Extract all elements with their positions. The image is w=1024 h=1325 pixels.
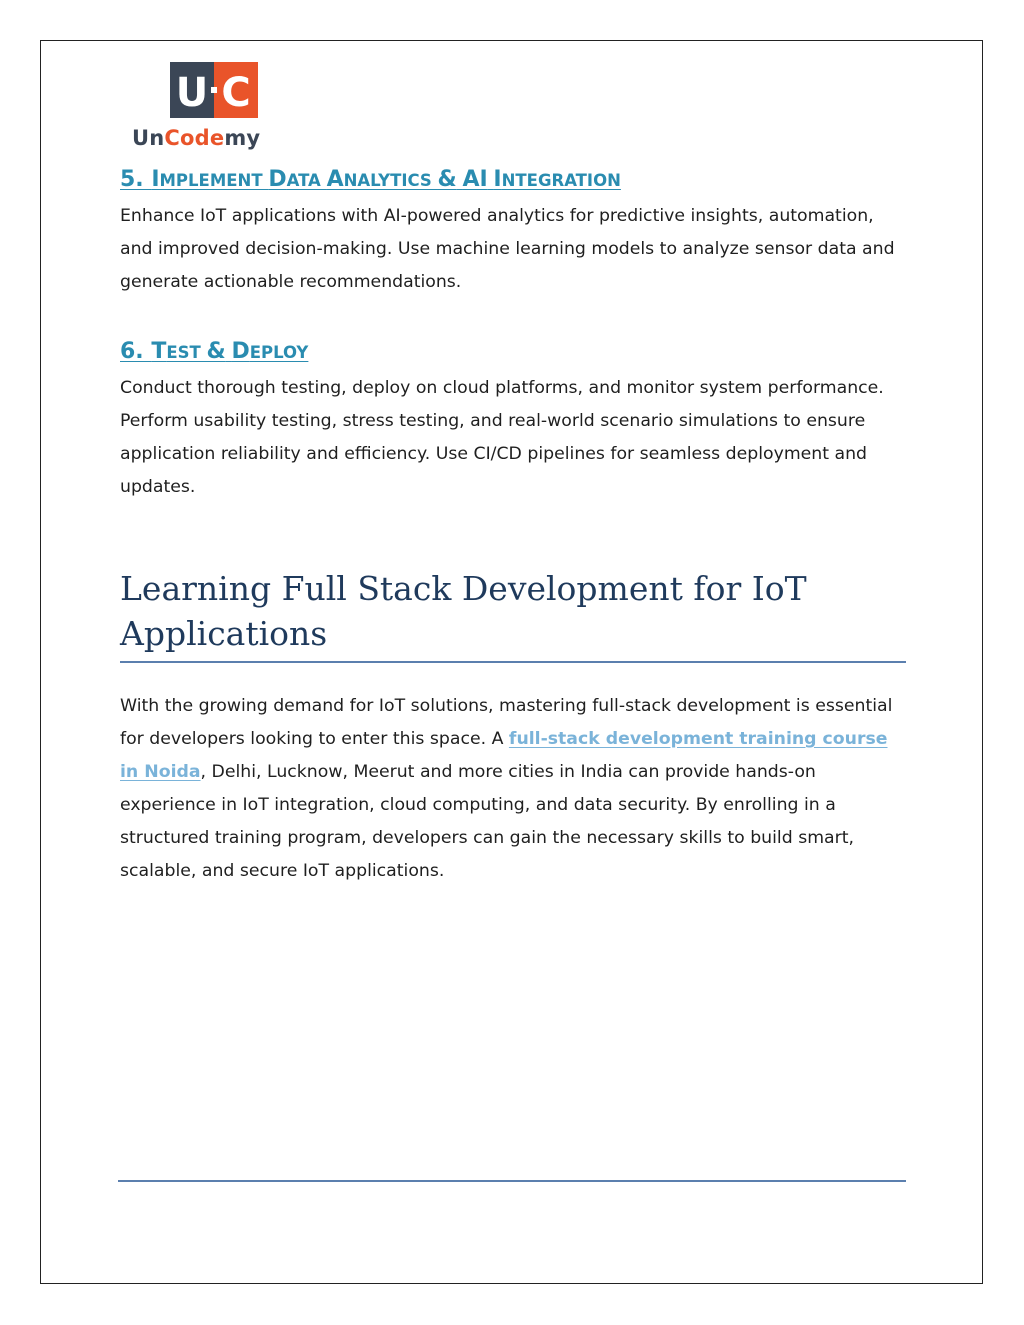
title-divider	[120, 661, 906, 663]
logo-letter-u: U	[175, 70, 209, 116]
uc-logo-badge	[170, 62, 258, 118]
section-number: 6.	[120, 339, 152, 364]
footer-divider	[118, 1180, 906, 1182]
section-5-heading: 5. IMPLEMENT DATA ANALYTICS & AI INTEGRATION	[120, 167, 621, 192]
section-6-heading: 6. TEST & DEPLOY	[120, 339, 309, 364]
uncodemy-logo	[120, 60, 290, 156]
section-6-body: Conduct thorough testing, deploy on cloud platforms, and monitor system performance. Perform usability testing, stress testing, and real-world scenario simulations to ensure application reliability and efficiency. Use CI/CD pipelines for seamless deployment and updates.	[120, 378, 884, 497]
section-5-body: Enhance IoT applications with AI-powered analytics for predictive insights, automation, and improved decision-making. Use machine learning models to analyze sensor data and generate actionable recommendations.	[120, 206, 895, 292]
training-course-link[interactable]: full-stack development training course in Noida	[120, 729, 888, 782]
logo-letter-c: C	[221, 70, 251, 116]
major-section-title: Learning Full Stack Development for IoT Applications	[120, 569, 807, 653]
paragraph-text-after-link: , Delhi, Lucknow, Meerut and more cities in India can provide hands-on experience in IoT integration, cloud computing, and data security. By enrolling in a structured training program, developers can gain the necessary skills to build smart, scalable, and secure IoT applications.	[120, 762, 854, 881]
logo-wordmark: UnCodemy	[132, 126, 261, 150]
paragraph-text-before-link: With the growing demand for IoT solutions, mastering full-stack development is essential for developers looking to enter this space. A	[120, 696, 893, 749]
section-number: 5.	[120, 167, 152, 192]
major-section-paragraph	[120, 690, 910, 888]
